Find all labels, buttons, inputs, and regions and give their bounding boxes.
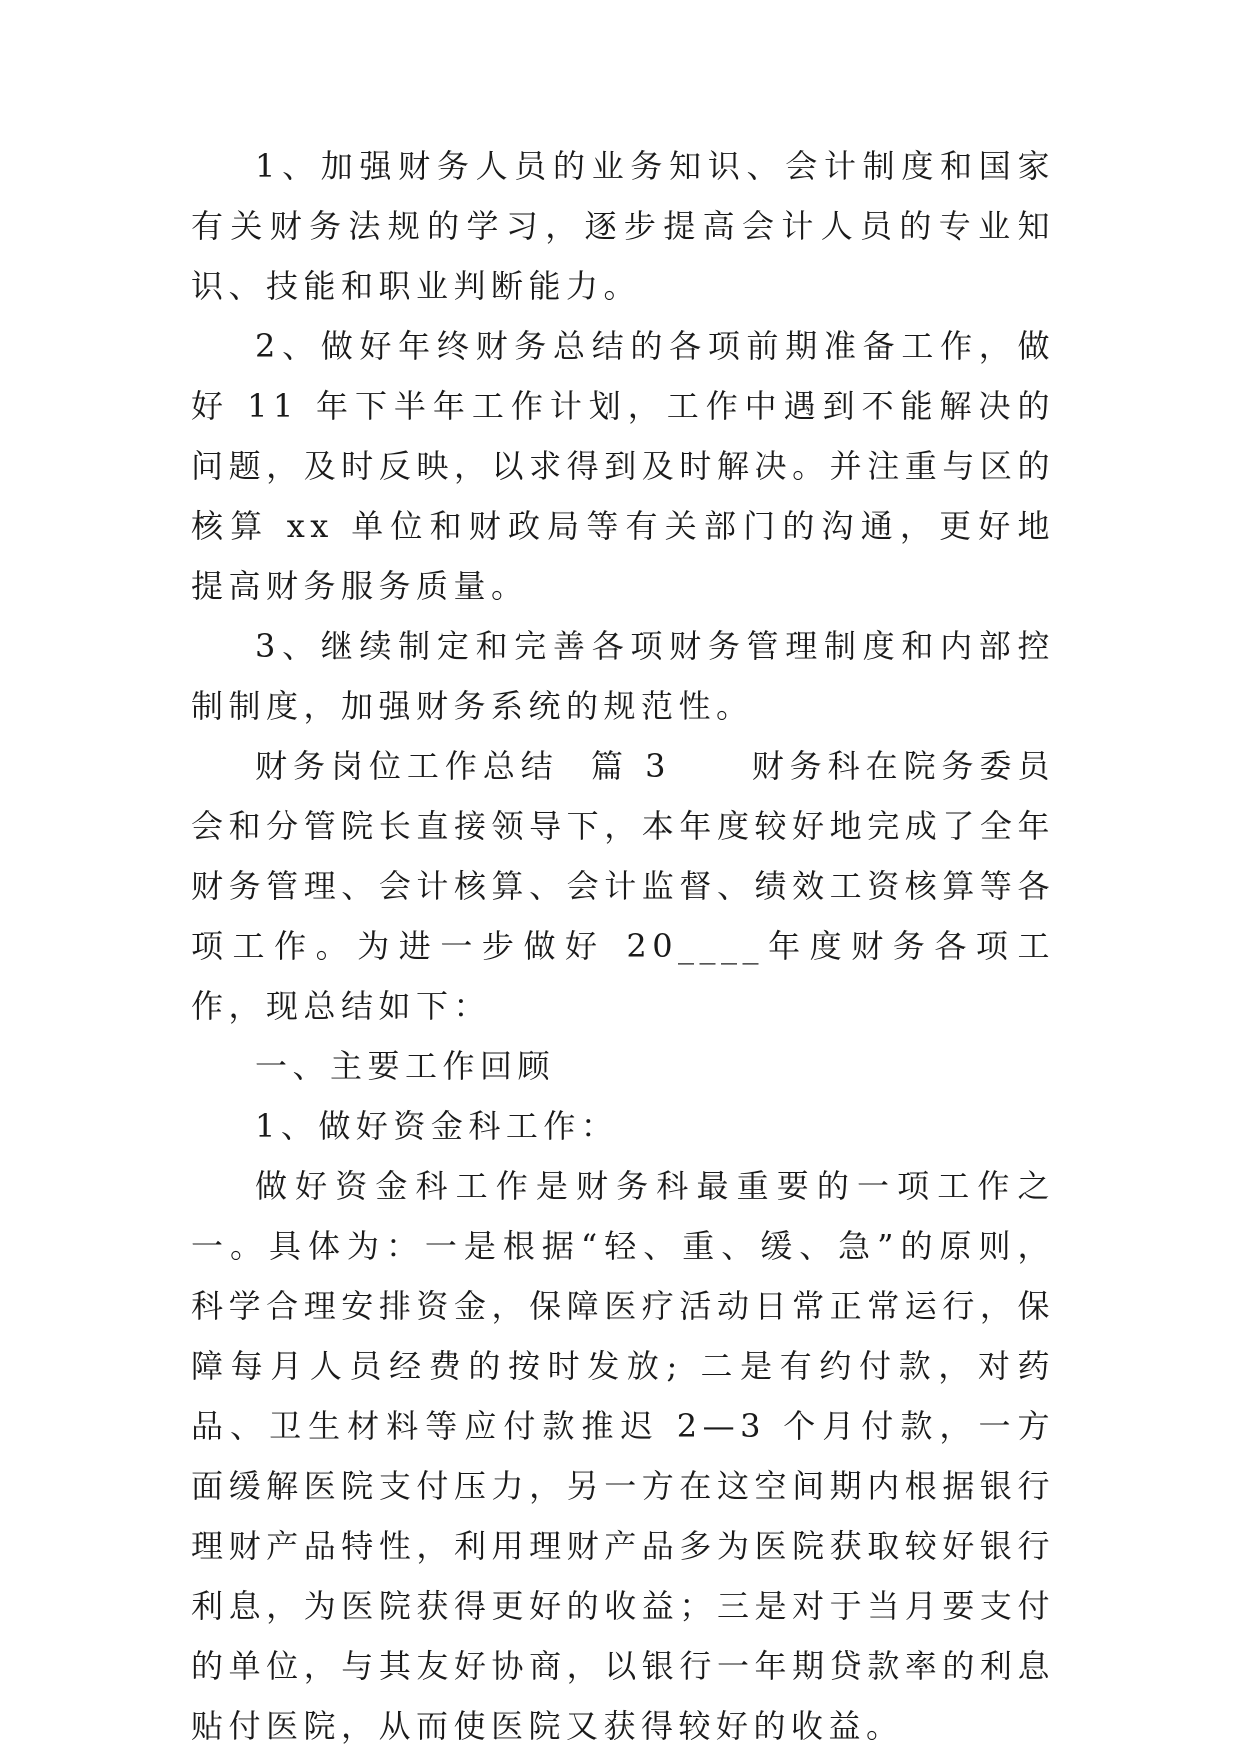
paragraph-fund-details: 做好资金科工作是财务科最重要的一项工作之一。具体为：一是根据“轻、重、缓、急”的原则，科学合理安排资金，保障医疗活动日常正常运行，保障每月人员经费的按时发放; 二是有约付款，对药品、卫生材料等应付款推迟 2—3 个月付款，一方面缓解医院支付压力，另一方在这空间期内根据银行理财产品特性，利用理财产品多为医院获取较好银行利息，为医院获得更好的收益；三是对于当月要支付的单位，与其友好协商，以银行一年期贷款率的利息贴付医院，从而使医院又获得较好的收益。 (191, 1167, 1055, 1745)
paragraph-3: 3、继续制定和完善各项财务管理制度和内部控制制度，加强财务系统的规范性。 (191, 627, 1055, 725)
paragraph-section-title: 财务岗位工作总结 篇 3 财务科在院务委员会和分管院长直接领导下，本年度较好地完成了全年财务管理、会计核算、会计监督、绩效工资核算等各项工作。为进一步做好 20____年度财务各项工作，现总结如下： (191, 747, 1055, 1025)
document-page (191, 136, 1055, 1756)
paragraph-1: 1、加强财务人员的业务知识、会计制度和国家有关财务法规的学习，逐步提高会计人员的专业知识、技能和职业判断能力。 (191, 147, 1055, 305)
heading-main-review: 一、主要工作回顾 (255, 1047, 556, 1085)
subheading-fund-work: 1、做好资金科工作： (255, 1107, 619, 1145)
paragraph-2: 2、做好年终财务总结的各项前期准备工作，做好 11 年下半年工作计划，工作中遇到不能解决的问题，及时反映，以求得到及时解决。并注重与区的核算 xx 单位和财政局等有关部门的沟通，更好地提高财务服务质量。 (191, 327, 1055, 605)
